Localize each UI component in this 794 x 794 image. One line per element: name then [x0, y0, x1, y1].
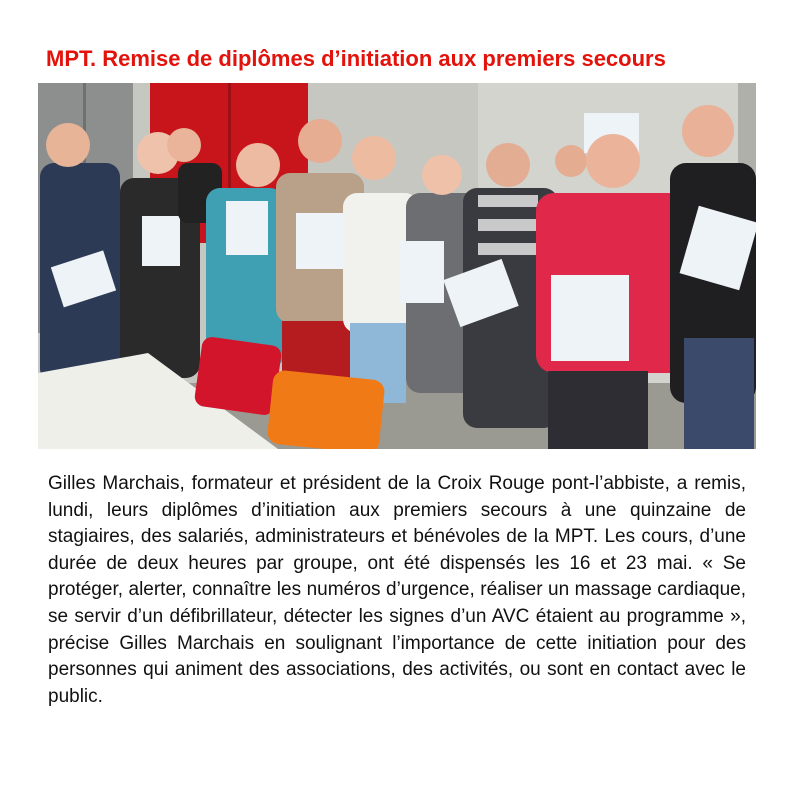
group-photo — [38, 83, 756, 449]
article-headline: MPT. Remise de diplômes d’initiation aux premiers secours — [46, 46, 666, 71]
article-body: Gilles Marchais, formateur et président de la Croix Rouge pont-l’abbiste, a remis, lundi, leurs diplômes d’initiation aux premiers secours à une quinzaine de stagiaires, des salariés, administrateurs et bénévoles de la MPT. Les cours, d’une durée de deux heures par groupe, ont été dispensés les 16 et 23 mai. « Se protéger, alerter, connaître les numéros d’urgence, réaliser un massage cardiaque, se servir d’un défibrillateur, détecter les signes d’un AVC étaient au programme », précise Gilles Marchais en soulignant l’importance de cette initiation pour des personnes qui animent des associations, des activités, ou sont en contact avec le public. — [48, 473, 746, 707]
